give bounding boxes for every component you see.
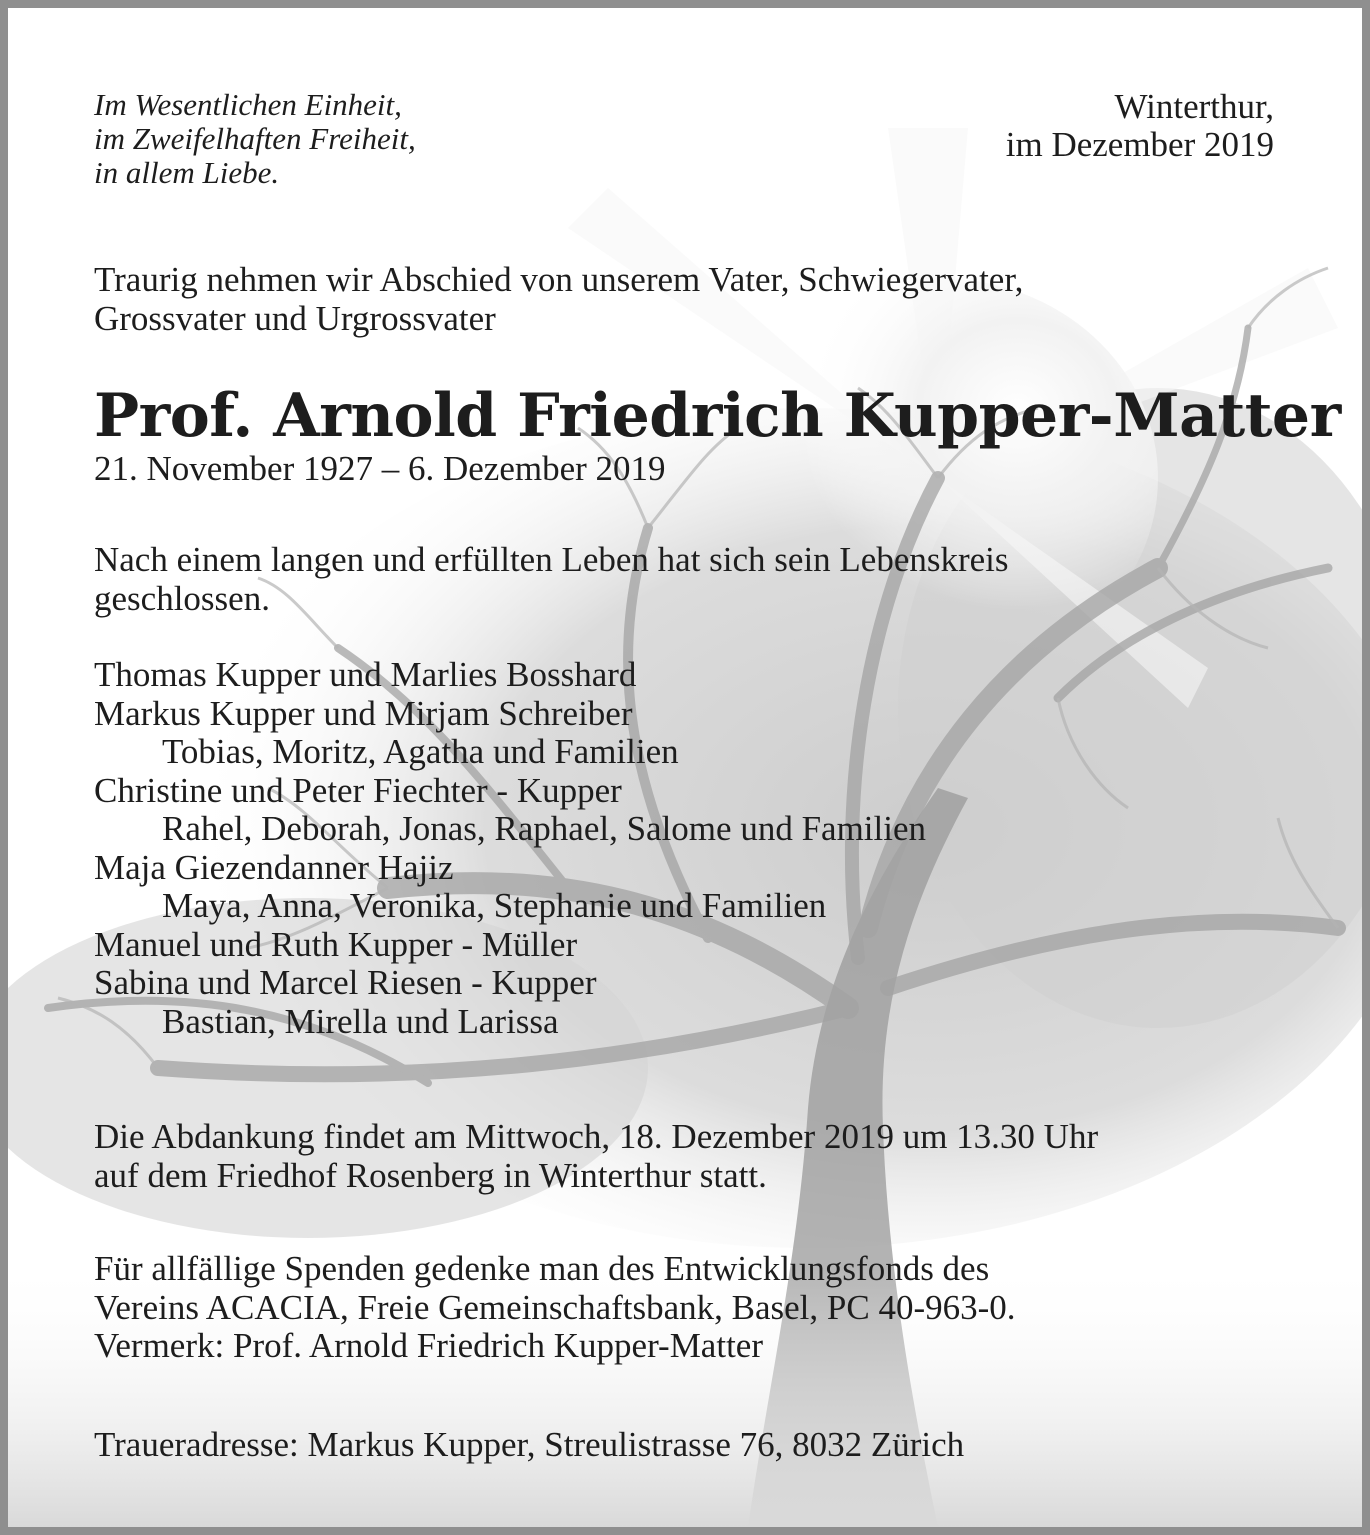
donations-line: Vermerk: Prof. Arnold Friedrich Kupper-Matter — [94, 1326, 763, 1365]
ceremony-line: Die Abdankung findet am Mittwoch, 18. Dezember 2019 um 13.30 Uhr — [94, 1117, 1099, 1156]
motto-line: im Zweifelhaften Freiheit, — [94, 121, 416, 156]
mourner-line: Maja Giezendanner Hajiz — [94, 847, 454, 887]
life-line: Nach einem langen und erfüllten Leben hat sich sein Lebenskreis — [94, 540, 1009, 579]
date: im Dezember 2019 — [1005, 125, 1274, 164]
mourner-line-grandchildren: Maya, Anna, Veronika, Stephanie und Familien — [162, 886, 827, 925]
motto — [94, 88, 416, 190]
obituary-card — [8, 8, 1362, 1527]
mourner-line: Christine und Peter Fiechter - Kupper — [94, 770, 622, 810]
deceased-name: Prof. Arnold Friedrich Kupper-Matter — [94, 381, 1341, 451]
mourner-line: Manuel und Ruth Kupper - Müller — [94, 924, 578, 964]
mourner-line-grandchildren: Bastian, Mirella und Larissa — [162, 1001, 559, 1041]
ceremony-line: auf dem Friedhof Rosenberg in Winterthur statt. — [94, 1155, 767, 1195]
place: Winterthur, — [1114, 87, 1274, 126]
life-text — [94, 541, 1009, 618]
mourner-line: Sabina und Marcel Riesen - Kupper — [94, 963, 597, 1002]
text-layer — [8, 8, 1362, 1527]
life-dates: 21. November 1927 – 6. Dezember 2019 — [94, 449, 666, 488]
motto-line: in allem Liebe. — [94, 155, 280, 190]
intro-line: Traurig nehmen wir Abschied von unserem Vater, Schwiegervater, — [94, 260, 1024, 299]
place-date — [1006, 88, 1274, 164]
mourner-line: Markus Kupper und Mirjam Schreiber — [94, 693, 633, 733]
life-line: geschlossen. — [94, 578, 270, 618]
mourner-line-grandchildren: Tobias, Moritz, Agatha und Familien — [162, 732, 679, 771]
donations-text — [94, 1250, 1016, 1366]
donations-line: Vereins ACACIA, Freie Gemeinschaftsbank, Basel, PC 40-963-0. — [94, 1287, 1016, 1327]
mourners-list — [94, 656, 926, 1041]
intro-text — [94, 261, 1023, 338]
donations-line: Für allfällige Spenden gedenke man des Entwicklungsfonds des — [94, 1249, 990, 1288]
motto-line: Im Wesentlichen Einheit, — [94, 87, 402, 122]
mourning-address: Traueradresse: Markus Kupper, Streulistrasse 76, 8032 Zürich — [94, 1425, 965, 1464]
ceremony-text — [94, 1118, 1098, 1195]
mourner-line: Thomas Kupper und Marlies Bosshard — [94, 655, 637, 694]
intro-line: Grossvater und Urgrossvater — [94, 298, 496, 338]
mourner-line-grandchildren: Rahel, Deborah, Jonas, Raphael, Salome und Familien — [162, 809, 927, 848]
